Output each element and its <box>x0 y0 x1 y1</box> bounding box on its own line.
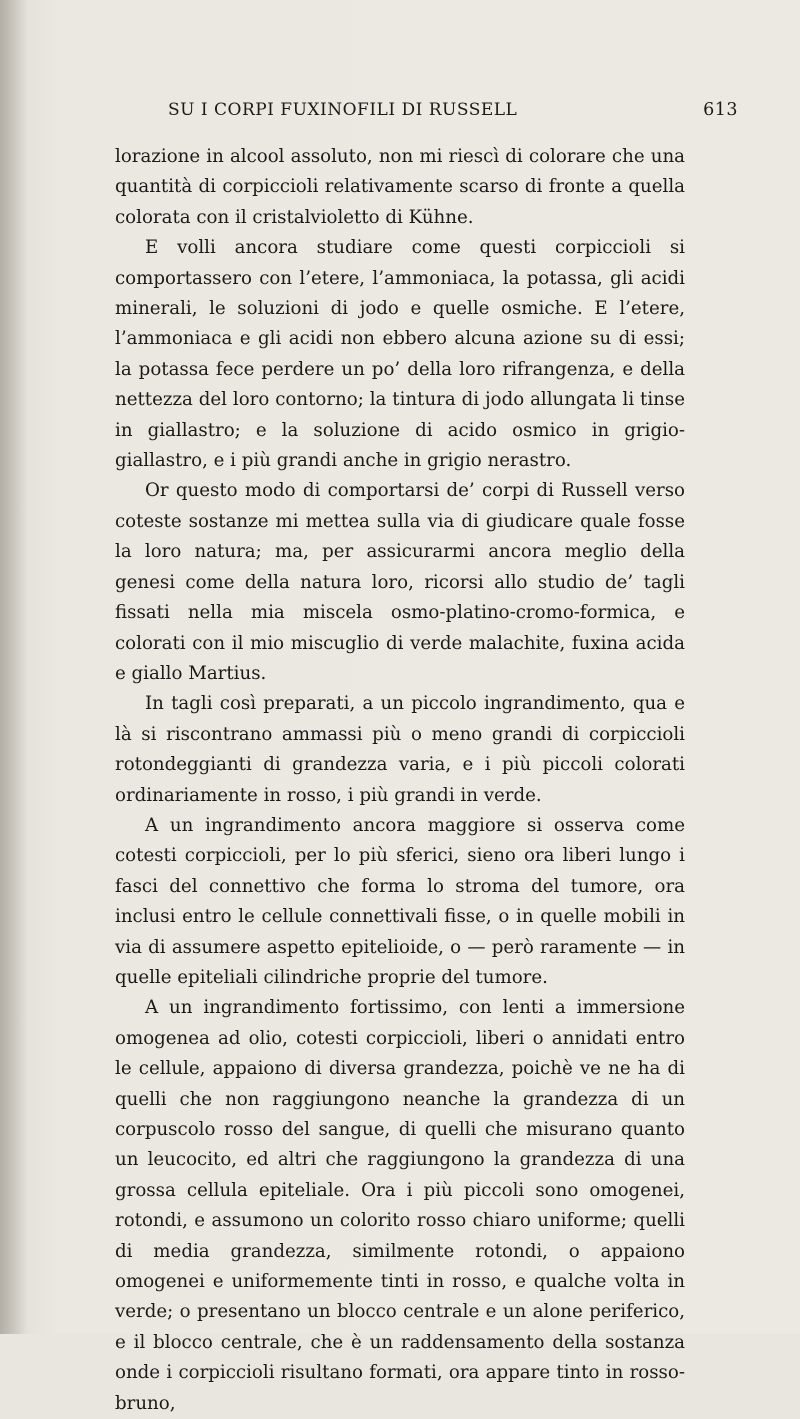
page-number: 613 <box>703 100 738 120</box>
body-text <box>115 142 685 1419</box>
paragraph-3: Or questo modo di comportarsi de’ corpi di Russell verso coteste sostanze mi mettea sulla via di giudicare quale fosse la loro natura; ma, per assicurarmi ancora meglio della genesi come della natura loro, ricorsi allo studio de’ tagli fissati nella mia miscela osmo-platino-cromo-formica, e colorati con il mio miscuglio di verde malachite, fuxina acida e giallo Martius. <box>115 480 685 684</box>
paragraph-2: E volli ancora studiare come questi corpiccioli si comportassero con l’etere, l’ammoniaca, la potassa, gli acidi minerali, le soluzioni di jodo e quelle osmiche. E l’etere, l’ammoniaca e gli acidi non ebbero alcuna azione su di essi; la potassa fece perdere un po’ della loro rifrangenza, e della nettezza del loro contorno; la tintura di jodo allungata li tinse in giallastro; e la soluzione di acido osmico in grigio-giallastro, e i più grandi anche in grigio nerastro. <box>115 237 685 472</box>
paragraph-6: A un ingrandimento fortissimo, con lenti a immersione omogenea ad olio, cotesti corpiccioli, liberi o annidati entro le cellule, appaiono di diversa grandezza, poichè ve ne ha di quelli che non raggiungono neanche la grandezza di un corpuscolo rosso del sangue, di quelli che misurano quanto un leucocito, ed altri che raggiungono la grandezza di una grossa cellula epiteliale. Ora i più piccoli sono omogenei, rotondi, e assumono un colorito rosso chiaro uniforme; quelli di media grandezza, similmente rotondi, o appaiono omogenei e uniformemente tinti in rosso, e qualche volta in verde; o presentano un blocco centrale e un alone periferico, e il blocco centrale, che è un raddensamento della sostanza onde i corpiccioli risultano formati, ora appare tinto in rosso-bruno, <box>115 997 685 1414</box>
page-header <box>168 100 738 126</box>
running-title: SU I CORPI FUXINOFILI DI RUSSELL <box>168 100 518 120</box>
paragraph-1: lorazione in alcool assoluto, non mi riescì di colorare che una quantità di corpiccioli relativamente scarso di fronte a quella colorata con il cristalvioletto di Kühne. <box>115 146 685 228</box>
binding-shadow <box>0 0 28 1334</box>
paragraph-4: In tagli così preparati, a un piccolo ingrandimento, qua e là si riscontrano ammassi più o meno grandi di corpiccioli rotondeggianti di grandezza varia, e i più piccoli colorati ordinariamente in rosso, i più grandi in verde. <box>115 693 685 806</box>
paragraph-5: A un ingrandimento ancora maggiore si osserva come cotesti corpiccioli, per lo più sferici, sieno ora liberi lungo i fasci del connettivo che forma lo stroma del tumore, ora inclusi entro le cellule connettivali fisse, o in quelle mobili in via di assumere aspetto epitelioide, o — però raramente — in quelle epiteliali cilindriche proprie del tumore. <box>115 814 685 988</box>
